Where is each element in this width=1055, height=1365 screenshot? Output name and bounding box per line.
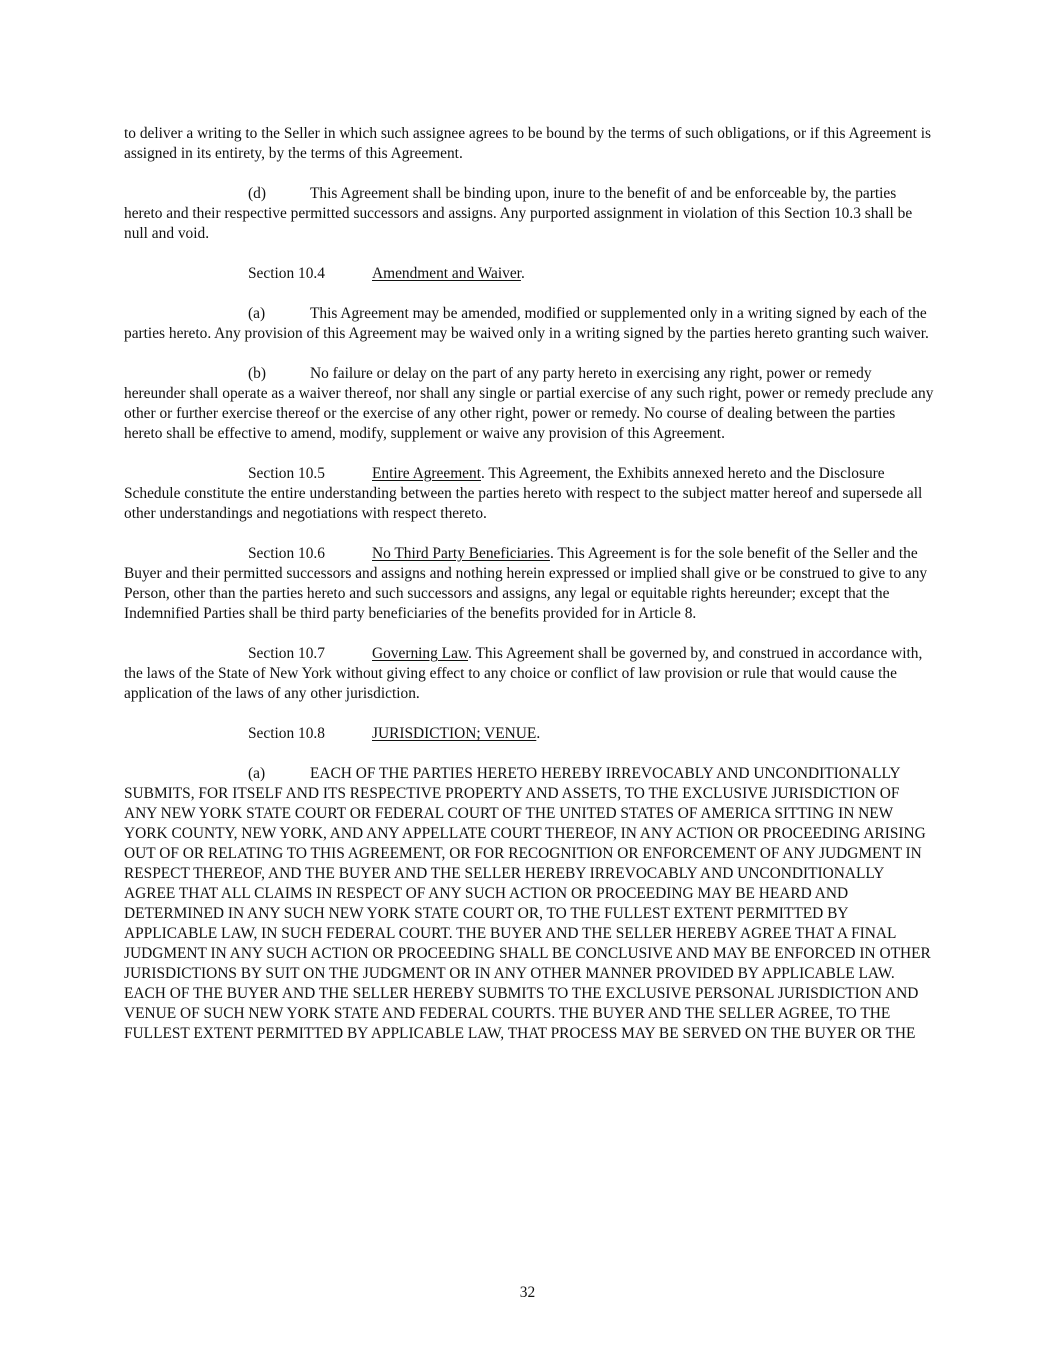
clause-label: (d) bbox=[248, 185, 266, 202]
intro-paragraph bbox=[124, 124, 934, 164]
document-page bbox=[124, 124, 934, 1064]
section-10-8-heading: Section 10.8 JURISDICTION; VENUE. bbox=[248, 725, 541, 742]
section-title: JURISDICTION; VENUE bbox=[372, 725, 537, 742]
clause-label: (a) bbox=[248, 305, 266, 322]
section-10-4-heading: Section 10.4 Amendment and Waiver. bbox=[248, 265, 525, 282]
section-title: No Third Party Beneficiaries bbox=[372, 545, 550, 562]
clause-text: This Agreement shall be binding upon, inure to the benefit of and be enforceable by, the parties hereto and their respective permitted successors and assigns. Any purported assignment in violation of this Section 10.3 shall be null and void. bbox=[124, 185, 913, 242]
clause-text: EACH OF THE PARTIES HERETO HEREBY IRREVOCABLY AND UNCONDITIONALLY SUBMITS, FOR ITSELF AND ITS RESPECTIVE PROPERTY AND ASSETS, TO THE EXCLUSIVE JURISDICTION OF ANY NEW YORK STATE COURT OR FEDERAL COURT OF THE UNITED STATES OF AMERICA SITTING IN NEW YORK COUNTY, NEW YORK, AND ANY APPELLATE COURT THEREOF, IN ANY ACTION OR PROCEEDING ARISING OUT OF OR RELATING TO THIS AGREEMENT, OR FOR RECOGNITION OR ENFORCEMENT OF ANY JUDGMENT IN RESPECT THEREOF, AND THE BUYER AND THE SELLER HEREBY IRREVOCABLY AND UNCONDITIONALLY AGREE THAT ALL CLAIMS IN RESPECT OF ANY SUCH ACTION OR PROCEEDING MAY BE HEARD AND DETERMINED IN ANY SUCH NEW YORK STATE COURT OR, TO THE FULLEST EXTENT PERMITTED BY APPLICABLE LAW, IN SUCH FEDERAL COURT. THE BUYER AND THE SELLER HEREBY AGREE THAT A FINAL JUDGMENT IN ANY SUCH ACTION OR PROCEEDING SHALL BE CONCLUSIVE AND MAY BE ENFORCED IN OTHER JURISDICTIONS BY SUIT ON THE JUDGMENT OR IN ANY OTHER MANNER PROVIDED BY APPLICABLE LAW. EACH OF THE BUYER AND THE SELLER HEREBY SUBMITS TO THE EXCLUSIVE PERSONAL JURISDICTION AND VENUE OF SUCH NEW YORK STATE AND FEDERAL COURTS. THE BUYER AND THE SELLER AGREE, TO THE FULLEST EXTENT PERMITTED BY APPLICABLE LAW, THAT PROCESS MAY BE SERVED ON THE BUYER OR THE bbox=[124, 765, 931, 1042]
section-10-7-paragraph: Section 10.7 Governing Law. This Agreement shall be governed by, and construed in accordance with, the laws of the State of New York without giving effect to any choice or conflict of law provision or rule that would cause the application of the laws of any other jurisdiction. bbox=[124, 645, 923, 702]
clause-label: (b) bbox=[248, 365, 266, 382]
section-number: Section 10.7 bbox=[248, 645, 325, 662]
section-10-4-a-paragraph bbox=[124, 304, 934, 344]
section-10-8-a-paragraph bbox=[124, 764, 934, 1044]
section-text: This Agreement shall be governed by, and construed in accordance with, the laws of the State of New York without giving effect to any choice or conflict of law provision or rule that would cause the application of the laws of any other jurisdiction. bbox=[124, 645, 923, 702]
section-10-3-d-paragraph bbox=[124, 184, 934, 244]
section-number: Section 10.5 bbox=[248, 465, 325, 482]
section-title: Entire Agreement bbox=[372, 465, 481, 482]
clause-label: (a) bbox=[248, 765, 266, 782]
section-text: This Agreement, the Exhibits annexed hereto and the Disclosure Schedule constitute the entire understanding between the parties hereto with respect to the subject matter hereof and supersede all other understandings and negotiations with respect thereto. bbox=[124, 465, 923, 522]
page-number: 32 bbox=[519, 1284, 536, 1301]
section-text: This Agreement is for the sole benefit of the Seller and the Buyer and their permitted successors and assigns and nothing herein expressed or implied shall give or be construed to give to any Person, other than the parties hereto and such successors and assigns, any legal or equitable rights hereunder; except that the Indemnified Parties shall be third party beneficiaries of the benefits provided for in Article 8. bbox=[124, 545, 928, 622]
section-10-5-paragraph: Section 10.5 Entire Agreement. This Agreement, the Exhibits annexed hereto and the Disclosure Schedule constitute the entire understanding between the parties hereto with respect to the subject matter hereof and supersede all other understandings and negotiations with respect thereto. bbox=[124, 465, 923, 522]
section-title: Governing Law bbox=[372, 645, 469, 662]
section-10-4-b-paragraph bbox=[124, 364, 934, 444]
section-number: Section 10.4 bbox=[248, 265, 325, 282]
clause-text: No failure or delay on the part of any party hereto in exercising any right, power or remedy hereunder shall operate as a waiver thereof, nor shall any single or partial exercise of any such right, power or remedy preclude any other or further exercise thereof or the exercise of any other right, power or remedy. No course of dealing between the parties hereto shall be effective to amend, modify, supplement or waive any provision of this Agreement. bbox=[124, 365, 934, 442]
intro-text: to deliver a writing to the Seller in which such assignee agrees to be bound by the terms of such obligations, or if this Agreement is assigned in its entirety, by the terms of this Agreement. bbox=[124, 125, 931, 162]
section-number: Section 10.6 bbox=[248, 545, 325, 562]
section-title: Amendment and Waiver bbox=[372, 265, 521, 282]
section-10-6-paragraph: Section 10.6 No Third Party Beneficiaries. This Agreement is for the sole benefit of the Seller and the Buyer and their permitted successors and assigns and nothing herein expressed or implied shall give or be construed to give to any Person, other than the parties hereto and such successors and assigns, any legal or equitable rights hereunder; except that the Indemnified Parties shall be third party beneficiaries of the benefits provided for in Article 8. bbox=[124, 545, 928, 622]
clause-text: This Agreement may be amended, modified or supplemented only in a writing signed by each of the parties hereto. Any provision of this Agreement may be waived only in a writing signed by the parties hereto granting such waiver. bbox=[124, 305, 929, 342]
section-number: Section 10.8 bbox=[248, 725, 325, 742]
